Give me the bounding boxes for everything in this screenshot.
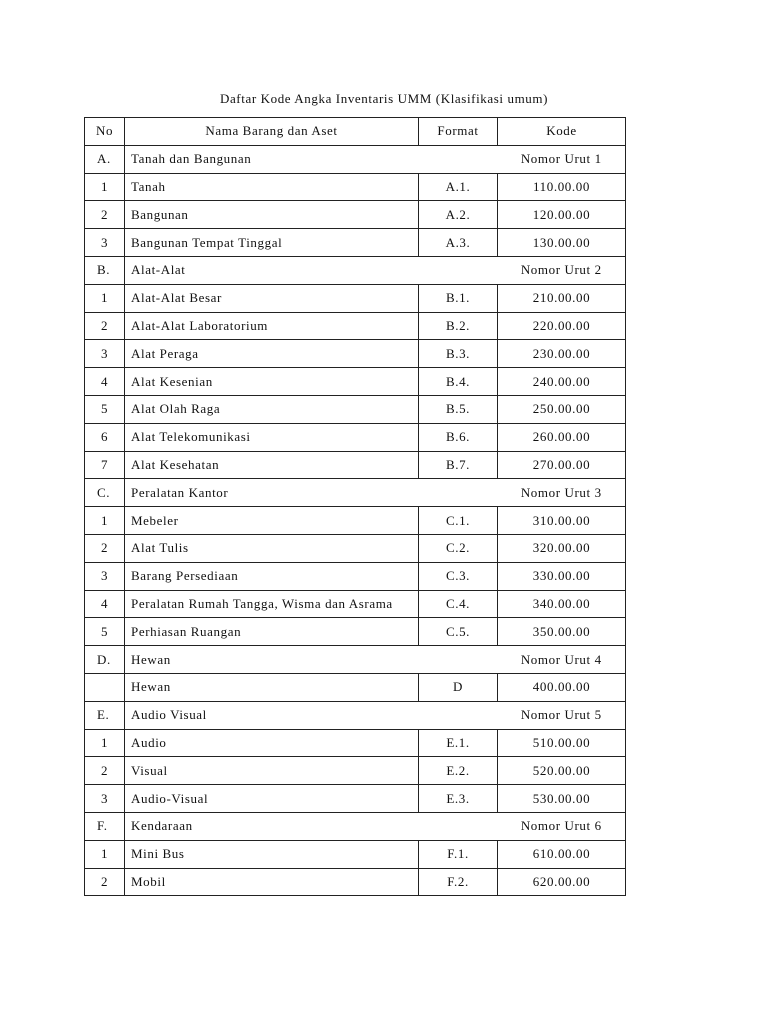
inventory-code-table [84,117,626,896]
item-kode: 620.00.00 [498,868,626,896]
row-number: 5 [85,618,125,646]
item-format: A.3. [419,229,498,257]
item-name: Alat Peraga [125,340,419,368]
table-row [85,395,626,423]
table-row [85,757,626,785]
table-row [85,229,626,257]
section-name: Audio Visual [125,701,498,729]
table-row [85,868,626,896]
item-kode: 400.00.00 [498,673,626,701]
row-number: 3 [85,229,125,257]
header-no: No [85,118,125,146]
item-format: F.1. [419,840,498,868]
item-name: Alat Kesenian [125,368,419,396]
section-letter: E. [85,701,125,729]
section-order-number: Nomor Urut 5 [498,701,626,729]
section-order-number: Nomor Urut 6 [498,812,626,840]
item-kode: 130.00.00 [498,229,626,257]
table-row [85,284,626,312]
item-kode: 320.00.00 [498,534,626,562]
table-row [85,729,626,757]
table-row [85,590,626,618]
table-row [85,562,626,590]
row-number: 4 [85,368,125,396]
section-row [85,701,626,729]
header-name: Nama Barang dan Aset [125,118,419,146]
table-row [85,785,626,813]
item-name: Peralatan Rumah Tangga, Wisma dan Asrama [125,590,419,618]
table-row [85,368,626,396]
section-name: Kendaraan [125,812,498,840]
row-number [85,673,125,701]
item-name: Audio-Visual [125,785,419,813]
row-number: 2 [85,757,125,785]
table-row [85,451,626,479]
row-number: 3 [85,562,125,590]
row-number: 1 [85,507,125,535]
section-order-number: Nomor Urut 4 [498,646,626,674]
item-name: Mebeler [125,507,419,535]
section-letter: D. [85,646,125,674]
item-format: C.4. [419,590,498,618]
item-name: Tanah [125,173,419,201]
item-name: Audio [125,729,419,757]
item-name: Barang Persediaan [125,562,419,590]
item-format: B.5. [419,395,498,423]
item-name: Bangunan [125,201,419,229]
table-row [85,340,626,368]
item-name: Alat Kesehatan [125,451,419,479]
item-name: Alat Tulis [125,534,419,562]
item-kode: 220.00.00 [498,312,626,340]
item-format: A.2. [419,201,498,229]
item-kode: 610.00.00 [498,840,626,868]
row-number: 2 [85,201,125,229]
section-name: Peralatan Kantor [125,479,498,507]
table-body [85,145,626,896]
item-format: B.1. [419,284,498,312]
row-number: 5 [85,395,125,423]
item-kode: 250.00.00 [498,395,626,423]
row-number: 2 [85,534,125,562]
section-name: Alat-Alat [125,256,498,284]
item-format: B.2. [419,312,498,340]
item-kode: 230.00.00 [498,340,626,368]
row-number: 4 [85,590,125,618]
item-kode: 120.00.00 [498,201,626,229]
table-row [85,201,626,229]
row-number: 3 [85,785,125,813]
item-kode: 210.00.00 [498,284,626,312]
row-number: 2 [85,868,125,896]
row-number: 1 [85,284,125,312]
item-format: C.2. [419,534,498,562]
table-row [85,507,626,535]
section-row [85,812,626,840]
item-kode: 110.00.00 [498,173,626,201]
table-row [85,423,626,451]
item-format: B.3. [419,340,498,368]
section-letter: B. [85,256,125,284]
item-name: Alat Olah Raga [125,395,419,423]
table-row [85,312,626,340]
header-format: Format [419,118,498,146]
item-format: E.3. [419,785,498,813]
table-row [85,673,626,701]
item-format: C.5. [419,618,498,646]
item-format: F.2. [419,868,498,896]
item-kode: 310.00.00 [498,507,626,535]
item-kode: 270.00.00 [498,451,626,479]
item-kode: 510.00.00 [498,729,626,757]
section-row [85,479,626,507]
item-kode: 520.00.00 [498,757,626,785]
item-format: E.2. [419,757,498,785]
item-name: Perhiasan Ruangan [125,618,419,646]
item-kode: 530.00.00 [498,785,626,813]
item-kode: 260.00.00 [498,423,626,451]
section-row [85,256,626,284]
item-kode: 330.00.00 [498,562,626,590]
section-order-number: Nomor Urut 1 [498,145,626,173]
item-kode: 340.00.00 [498,590,626,618]
item-name: Alat-Alat Laboratorium [125,312,419,340]
section-name: Tanah dan Bangunan [125,145,498,173]
item-name: Mobil [125,868,419,896]
table-row [85,534,626,562]
row-number: 2 [85,312,125,340]
table-header-row [85,118,626,146]
item-format: B.6. [419,423,498,451]
section-name: Hewan [125,646,498,674]
section-letter: A. [85,145,125,173]
section-letter: C. [85,479,125,507]
item-format: C.1. [419,507,498,535]
row-number: 3 [85,340,125,368]
section-letter: F. [85,812,125,840]
item-format: D [419,673,498,701]
item-format: B.4. [419,368,498,396]
row-number: 6 [85,423,125,451]
item-kode: 240.00.00 [498,368,626,396]
row-number: 1 [85,173,125,201]
section-order-number: Nomor Urut 2 [498,256,626,284]
item-format: E.1. [419,729,498,757]
item-name: Visual [125,757,419,785]
header-kode: Kode [498,118,626,146]
section-row [85,646,626,674]
item-kode: 350.00.00 [498,618,626,646]
item-name: Alat Telekomunikasi [125,423,419,451]
item-format: C.3. [419,562,498,590]
table-row [85,840,626,868]
item-format: A.1. [419,173,498,201]
item-format: B.7. [419,451,498,479]
row-number: 7 [85,451,125,479]
section-row [85,145,626,173]
item-name: Alat-Alat Besar [125,284,419,312]
item-name: Bangunan Tempat Tinggal [125,229,419,257]
row-number: 1 [85,840,125,868]
table-row [85,618,626,646]
document-title: Daftar Kode Angka Inventaris UMM (Klasifikasi umum) [219,91,549,106]
table-row [85,173,626,201]
item-name: Hewan [125,673,419,701]
section-order-number: Nomor Urut 3 [498,479,626,507]
row-number: 1 [85,729,125,757]
item-name: Mini Bus [125,840,419,868]
